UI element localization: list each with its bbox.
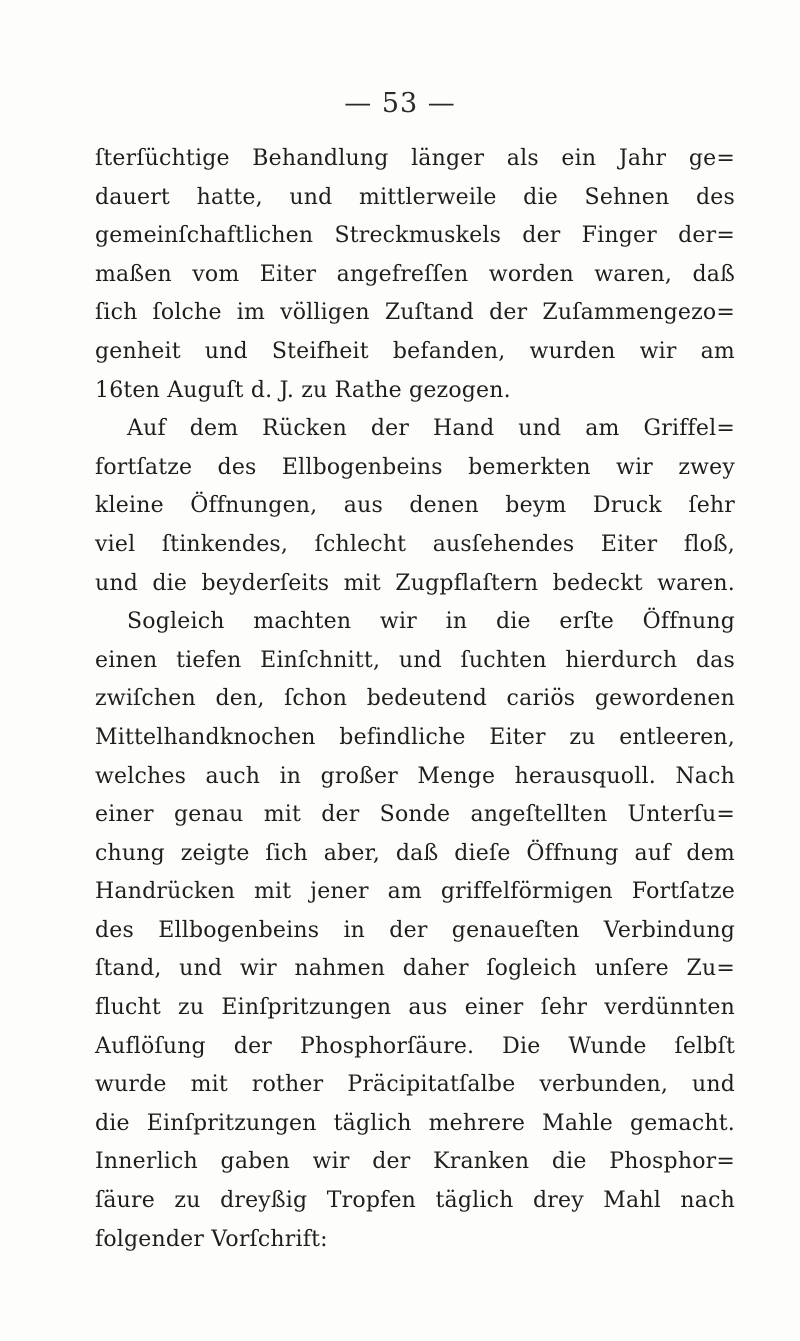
- body-text: [95, 140, 735, 1259]
- text-line: Mittelhandknochen befindliche Eiter zu entleeren,: [95, 724, 735, 750]
- text-line: ſtand, und wir nahmen daher ſogleich unſere Zu=: [95, 956, 735, 982]
- text-line: kleine Öffnungen, aus denen beym Druck ſehr: [95, 493, 735, 519]
- text-line: wurde mit rother Präcipitatſalbe verbunden, und: [95, 1072, 735, 1098]
- text-line: ſterſüchtige Behandlung länger als ein Jahr ge=: [95, 146, 735, 171]
- text-line: einer genau mit der Sonde angeſtellten Unterſu=: [95, 802, 735, 828]
- text-line-paragraph-start: Auf dem Rücken der Hand und am Griffel=: [127, 416, 735, 442]
- text-line: Innerlich gaben wir der Kranken die Phosphor=: [95, 1149, 735, 1175]
- text-line: 16ten Auguſt d. J. zu Rathe gezogen.: [95, 377, 511, 403]
- text-line: maßen vom Eiter angefreſſen worden waren, daß: [95, 261, 735, 287]
- text-line: zwiſchen den, ſchon bedeutend cariös gewordenen: [95, 686, 735, 712]
- text-line: dauert hatte, und mittlerweile die Sehnen des: [95, 184, 735, 210]
- text-line: flucht zu Einſpritzungen aus einer ſehr verdünnten: [95, 995, 735, 1021]
- text-line: ſäure zu dreyßig Tropfen täglich drey Mahl nach: [95, 1188, 735, 1214]
- text-line: einen tiefen Einſchnitt, und ſuchten hierdurch das: [95, 647, 735, 673]
- text-line: folgender Vorſchrift:: [95, 1226, 328, 1252]
- text-line: fortſatze des Ellbogenbeins bemerkten wir zwey: [95, 454, 735, 480]
- text-line: viel ſtinkendes, ſchlecht ausſehendes Eiter floß,: [95, 531, 735, 557]
- text-line: des Ellbogenbeins in der genaueſten Verbindung: [95, 917, 735, 943]
- text-line: Handrücken mit jener am griffelförmigen Fortſatze: [95, 879, 735, 905]
- page-number: — 53 —: [344, 88, 456, 119]
- text-line-paragraph-start: Sogleich machten wir in die erſte Öffnung: [127, 609, 735, 635]
- text-line: genheit und Steifheit befanden, wurden wir am: [95, 338, 735, 364]
- text-line: und die beyderſeits mit Zugpflaſtern bedeckt waren.: [95, 570, 735, 596]
- text-line: ſich ſolche im völligen Zuſtand der Zuſammengezo=: [95, 300, 735, 326]
- text-line: welches auch in großer Menge herausquoll. Nach: [95, 763, 735, 789]
- text-line: Auflöſung der Phosphorſäure. Die Wunde ſelbſt: [95, 1033, 735, 1059]
- text-line: gemeinſchaftlichen Streckmuskels der Finger der=: [95, 223, 735, 249]
- text-line: chung zeigte ſich aber, daß dieſe Öffnung auf dem: [95, 840, 735, 866]
- text-line: die Einſpritzungen täglich mehrere Mahle gemacht.: [95, 1110, 735, 1136]
